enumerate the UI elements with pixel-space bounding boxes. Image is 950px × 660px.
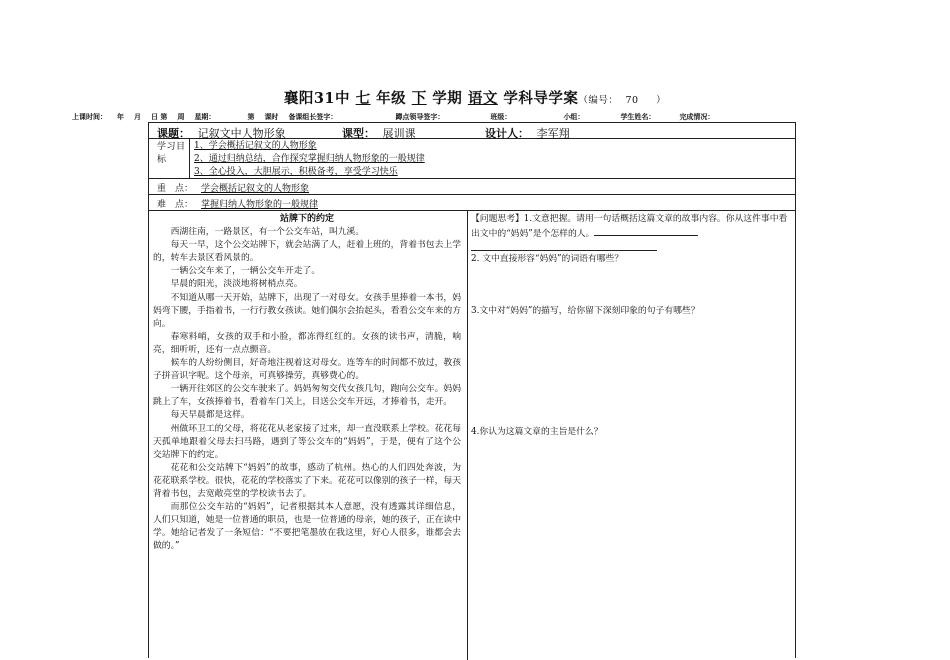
question-3: 3.文中对“妈妈”的描写，给你留下深刻印象的句子有哪些？ [471, 306, 700, 316]
article-paragraph: 花花和公交站牌下“妈妈”的故事，感动了杭州。热心的人们四处奔波，为花花联系学校。很快，花花的学校落实了下来。花花可以像别的孩子一样，每天背着书包，去宽敞亮堂的学校读书去了。 [153, 462, 461, 499]
difficult-point: 难 点： 掌握归纳人物形象的一般规律 [157, 200, 319, 210]
term-value: 下 [411, 90, 427, 107]
worksheet-table [148, 122, 796, 658]
key-point: 重 点： 学会概括记叙文的人物形象 [157, 184, 310, 194]
topic-value: 记叙文中人物形象 [197, 127, 286, 140]
grade-value: 七 [355, 90, 371, 107]
article-paragraph: 每天早晨都是这样。 [170, 410, 250, 421]
article-paragraph: 州做环卫工的父母，将花花从老家接了过来，却一直没联系上学校。花花每天孤单地跟着父母去扫马路，遇到了等公交车的“妈妈”，于是，便有了这个公交站牌下的约定。 [153, 423, 461, 460]
answer-blank[interactable] [594, 226, 698, 236]
article-paragraph: 每天一早，这个公交站牌下，就会站满了人，赶着上班的，背着书包去上学的，转车去景区看风景的。 [153, 240, 461, 264]
article-paragraph: 春寒料峭，女孩的双手和小脸，都冻得红红的。女孩的读书声，清脆，响亮，细听听，还有一点点颤音。 [153, 331, 461, 355]
article-paragraph: 西湖往南，一路景区，有一个公交车站，叫九溪。 [170, 227, 365, 238]
subject-value: 语文 [467, 90, 498, 107]
topic-row: 课题： 记叙文中人物形象 [157, 127, 286, 140]
question-1: 【问题思考】1.文意把握。请用一句话概括这篇文章的故事内容。你从这件事中看出文中的“妈妈”是个怎样的人。 [471, 213, 793, 256]
class-info-line: 上课时间： 年 月 日 第 周 星期： 第 课时 备课组长签字： 蹲点领导签字： 班级： 小组： 学生姓名： 完成情况： [72, 112, 715, 121]
document-code: （编号： 70 ） [578, 95, 667, 106]
question-2: 2. 文中直接形容“妈妈”的词语有哪些？ [471, 254, 624, 264]
article-paragraph: 一辆开往郊区的公交车驶来了。妈妈匆匆交代女孩几句，跑向公交车。妈妈跳上了车，女孩捧着书，看着车门关上，目送公交车开远，才捧着书，走开。 [153, 384, 461, 408]
goals-list [194, 140, 425, 179]
reading-article [153, 213, 461, 553]
goals-label: 学习目标 [157, 142, 185, 165]
article-paragraph: 不知道从哪一天开始，站牌下，出现了一对母女。女孩手里捧着一本书，妈妈弯下腰，手指着书，一行行教女孩读。她们偶尔会抬起头，看看公交车来的方向。 [153, 292, 461, 329]
question-4: 4.你认为这篇文章的主旨是什么？ [471, 427, 603, 437]
article-paragraph: 而那位公交车站的“妈妈”，记者根据其本人意愿，没有透露其详细信息，人们只知道，她是一位普通的职员，也是一位普通的母亲，她的孩子，正在读中学。她给记者发了一条短信：“不要把笔墨放在我这里，好心人很多，谁都会去做的。” [153, 502, 461, 552]
article-paragraph: 一辆公交车来了，一辆公交车开走了。 [170, 266, 321, 277]
goal-item: 3、全心投入，大胆展示，积极备考，享受学习快乐 [194, 167, 398, 177]
goal-item: 2、通过归纳总结，合作探究掌握归纳人物形象的一般规律 [194, 154, 425, 164]
designer: 设计人： 李军翔 [485, 127, 570, 140]
article-paragraph: 早晨的阳光，淡淡地将树梢点亮。 [170, 279, 303, 290]
article-paragraph: 候车的人纷纷侧目，好奇地注视着这对母女。连等车的时间都不放过，教孩子拼音识字呢。这个母亲，可真够操劳，真够费心的。 [153, 358, 461, 382]
answer-blank[interactable] [471, 241, 657, 251]
article-title: 站牌下的约定 [279, 214, 334, 224]
lesson-type: 课型： 展训课 [342, 127, 416, 140]
goal-item: 1、学会概括记叙文的人物形象 [194, 141, 317, 151]
page-title: 襄阳31中 七 年级 下 学期 语文 学科导学案（编号： 70 ） [283, 90, 667, 107]
